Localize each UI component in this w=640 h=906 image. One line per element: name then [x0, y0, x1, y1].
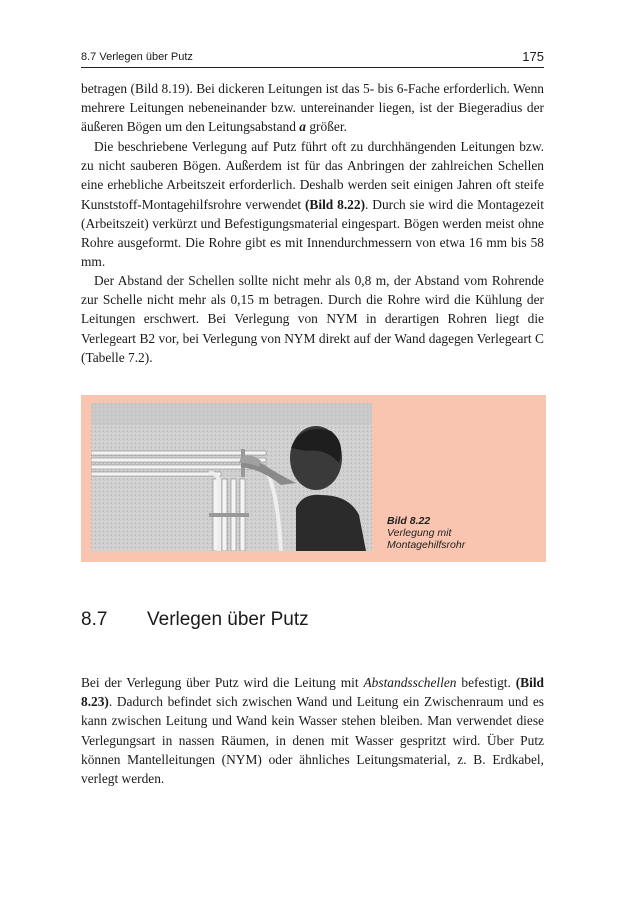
figure-caption-text: Verlegung mit Montagehilfsrohr: [387, 527, 466, 551]
page-number: 175: [522, 49, 544, 64]
p2-text-b: . Durch sie wird die Montagezeit (Arbeitszeit) verkürzt und Befestigungsmaterial eingespart. Bögen werden meist ohne Rohre ausgeformt. Die Rohre gibt es mit Innendurchmessern von etwa 16 mm bis 58 mm.: [81, 196, 544, 270]
p2-figure-ref: (Bild 8.22): [304, 196, 366, 212]
p4-figure-ref: (Bild 8.23): [81, 675, 544, 710]
p1-text: betragen (Bild 8.19). Bei dickeren Leitungen ist das 5- bis 6-Fache erforderlich. Wenn mehrere Leitungen nebeneinander bzw. untereinander liegen, ist der Biegeradius der äußeren Bögen um den Leitungsabstand: [81, 81, 544, 135]
p4-emphasis: Abstandsschellen: [363, 675, 457, 690]
paragraph-1: [81, 79, 544, 137]
section-title: Verlegen über Putz: [147, 609, 309, 630]
figure-label: Bild 8.22: [387, 515, 431, 527]
paragraph-2: [81, 137, 544, 271]
p1-end: größer.: [306, 119, 347, 135]
p2-text-a: Die beschriebene Verlegung auf Putz führt oft zu durchhängenden Leitungen bzw. zu nicht sauberen Bögen. Außerdem ist für das Anbringen der zahlreichen Schellen eine erhebliche Arbeitszeit erforderlich. Deshalb werden seit einigen Jahren oft steife Kunststoff-Montagehilfsrohre verwendet: [81, 139, 544, 212]
figure-photo: [91, 403, 372, 551]
section-number: 8.7: [81, 609, 108, 630]
p4-text-b: befestigt.: [456, 675, 516, 690]
p4-text-a: Bei der Verlegung über Putz wird die Leitung mit: [81, 675, 364, 690]
p4-text-c: . Dadurch befindet sich zwischen Wand und Leitung ein Zwischenraum und es kann zwischen Leitung und Wand kein Wasser stehen bleiben. Man verwendet diese Verlegungsart in nassen Räumen, in denen mit Wasser gespritzt wird. Über Putz können Mantelleitungen (NYM) oder ähnliches Leitungsmaterial, z. B. Erdkabel, verlegt werden.: [81, 694, 544, 787]
paragraph-4: [81, 673, 544, 788]
figure-box: [81, 395, 546, 562]
header-section-title: 8.7 Verlegen über Putz: [81, 51, 193, 63]
p3-text: Der Abstand der Schellen sollte nicht mehr als 0,8 m, der Abstand vom Rohrende zur Schelle nicht mehr als 0,15 m betragen. Durch die Rohre wird die Kühlung der Leitungen erschwert. Bei Verlegung von NYM in derartigen Rohren liegt die Verlegeart B2 vor, bei Verlegung von NYM direkt auf der Wand dagegen Verlegeart C (Tabelle 7.2).: [81, 273, 544, 365]
p1-variable: a: [299, 119, 306, 135]
running-header: [81, 50, 544, 68]
figure-caption: [387, 515, 537, 551]
photo-illustration: [91, 403, 372, 551]
section-heading: [81, 609, 309, 631]
paragraph-3: [81, 271, 544, 367]
